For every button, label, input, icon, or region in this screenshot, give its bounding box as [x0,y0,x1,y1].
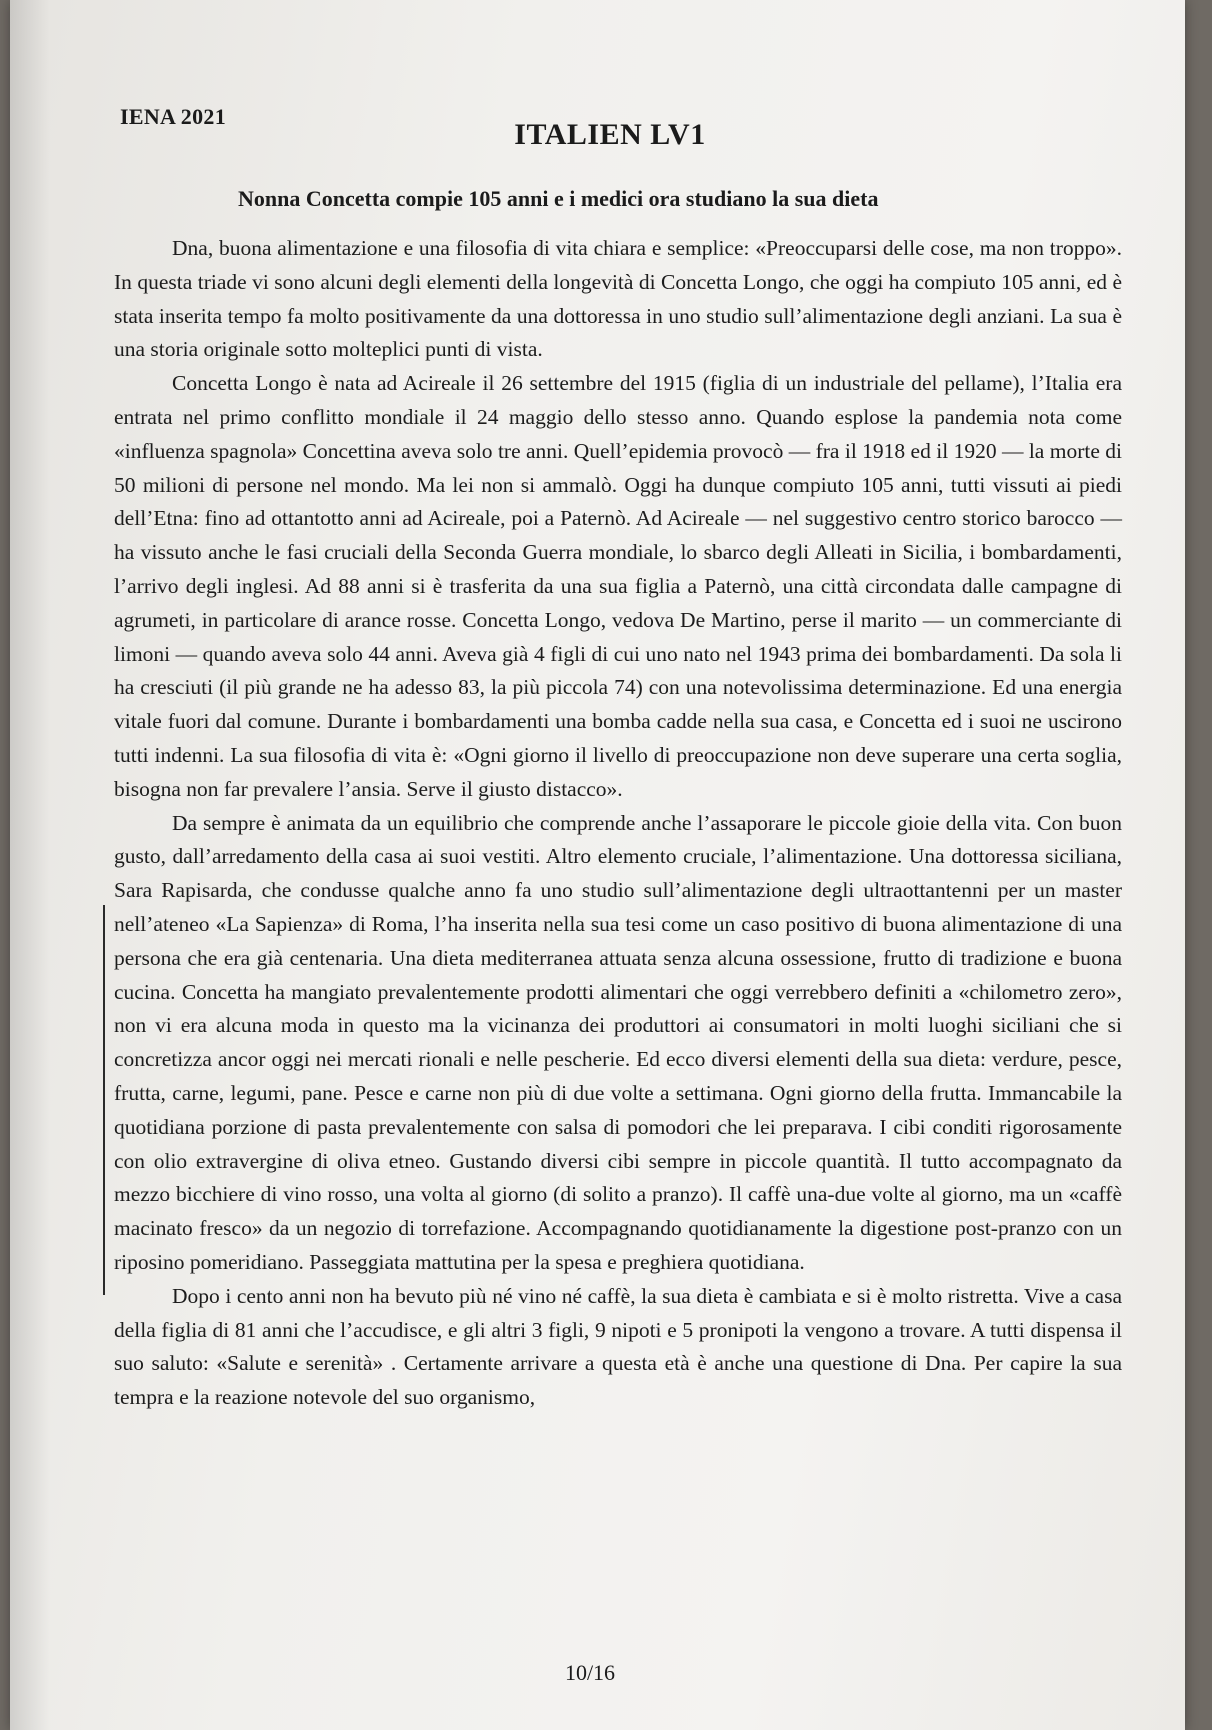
article-paragraph-2: Concetta Longo è nata ad Acireale il 26 settembre del 1915 (figlia di un industriale del pellame), l’Italia era entrata nel primo conflitto mondiale il 24 maggio dello stesso anno. Quando esplose la pandemia nota come «influenza spagnola» Concettina aveva solo tre anni. Quell’epidemia provocò — fra il 1918 ed il 1920 — la morte di 50 milioni di persone nel mondo. Ma lei non si ammalò. Oggi ha dunque compiuto 105 anni, tutti vissuti ai piedi dell’Etna: fino ad ottantotto anni ad Acireale, poi a Paternò. Ad Acireale — nel suggestivo centro storico barocco — ha vissuto anche le fasi cruciali della Seconda Guerra mondiale, lo sbarco degli Alleati in Sicilia, i bombardamenti, l’arrivo degli inglesi. Ad 88 anni si è trasferita da una sua figlia a Paternò, una città circondata dalle campagne di agrumeti, in particolare di arance rosse. Concetta Longo, vedova De Martino, perse il marito — un commerciante di limoni — quando aveva solo 44 anni. Aveva già 4 figli di cui uno nato nel 1943 prima dei bombardamenti. Da sola li ha cresciuti (il più grande ne ha adesso 83, la più piccola 74) con una notevolissima determinazione. Ed una energia vitale fuori dal comune. Durante i bombardamenti una bomba cadde nella sua casa, e Concetta ed i suoi ne uscirono tutti indenni. La sua filosofia di vita è: «Ogni giorno il livello di preoccupazione non deve superare una certa soglia, bisogna non far prevalere l’ansia. Serve il giusto distacco». [114,371,1122,801]
article-body [114,232,1122,1415]
page-number: 10/16 [564,1660,616,1685]
page-edge-shadow [10,0,50,1730]
subject-title: ITALIEN LV1 [514,118,706,151]
margin-marker-line [103,905,105,1295]
article-title: Nonna Concetta compie 105 anni e i medici ora studiano la sua dieta [238,186,879,211]
article-paragraph-1: Dna, buona alimentazione e una filosofia di vita chiara e semplice: «Preoccuparsi delle cose, ma non troppo». In questa triade vi sono alcuni degli elementi della longevità di Concetta Longo, che oggi ha compiuto 105 anni, ed è stata inserita tempo fa molto positivamente da una dottoressa in uno studio sull’alimentazione degli anziani. La sua è una storia originale sotto molteplici punti di vista. [114,236,1122,362]
exam-label: IENA 2021 [120,104,226,129]
article-paragraph-3: Da sempre è animata da un equilibrio che comprende anche l’assaporare le piccole gioie della vita. Con buon gusto, dall’arredamento della casa ai suoi vestiti. Altro elemento cruciale, l’alimentazione. Una dottoressa siciliana, Sara Rapisarda, che condusse qualche anno fa uno studio sull’alimentazione degli ultraottantenni per un master nell’ateneo «La Sapienza» di Roma, l’ha inserita nella sua tesi come un caso positivo di buona alimentazione di una persona che era già centenaria. Una dieta mediterranea attuata senza alcuna ossessione, frutto di tradizione e buona cucina. Concetta ha mangiato prevalentemente prodotti alimentari che oggi verrebbero definiti a «chilometro zero», non vi era alcuna moda in questo ma la vicinanza dei produttori ai consumatori in molti luoghi siciliani che si concretizza ancor oggi nei mercati rionali e nelle pescherie. Ed ecco diversi elementi della sua dieta: verdure, pesce, frutta, carne, legumi, pane. Pesce e carne non più di due volte a settimana. Ogni giorno della frutta. Immancabile la quotidiana porzione di pasta prevalentemente con salsa di pomodori che lei preparava. I cibi conditi rigorosamente con olio extravergine di oliva etneo. Gustando diversi cibi sempre in piccole quantità. Il tutto accompagnato da mezzo bicchiere di vino rosso, una volta al giorno (di solito a pranzo). Il caffè una-due volte al giorno, ma un «caffè macinato fresco» da un negozio di torrefazione. Accompagnando quotidianamente la digestione post-pranzo con un riposino pomeridiano. Passeggiata mattutina per la spesa e preghiera quotidiana. [114,810,1122,1274]
article-paragraph-4: Dopo i cento anni non ha bevuto più né vino né caffè, la sua dieta è cambiata e si è molto ristretta. Vive a casa della figlia di 81 anni che l’accudisce, e gli altri 3 figli, 9 nipoti e 5 pronipoti la vengono a trovare. A tutti dispensa il suo saluto: «Salute e serenità» . Certamente arrivare a questa età è anche una questione di Dna. Per capire la sua tempra e la reazione notevole del suo organismo, [114,1283,1122,1410]
document-page [10,0,1185,1730]
